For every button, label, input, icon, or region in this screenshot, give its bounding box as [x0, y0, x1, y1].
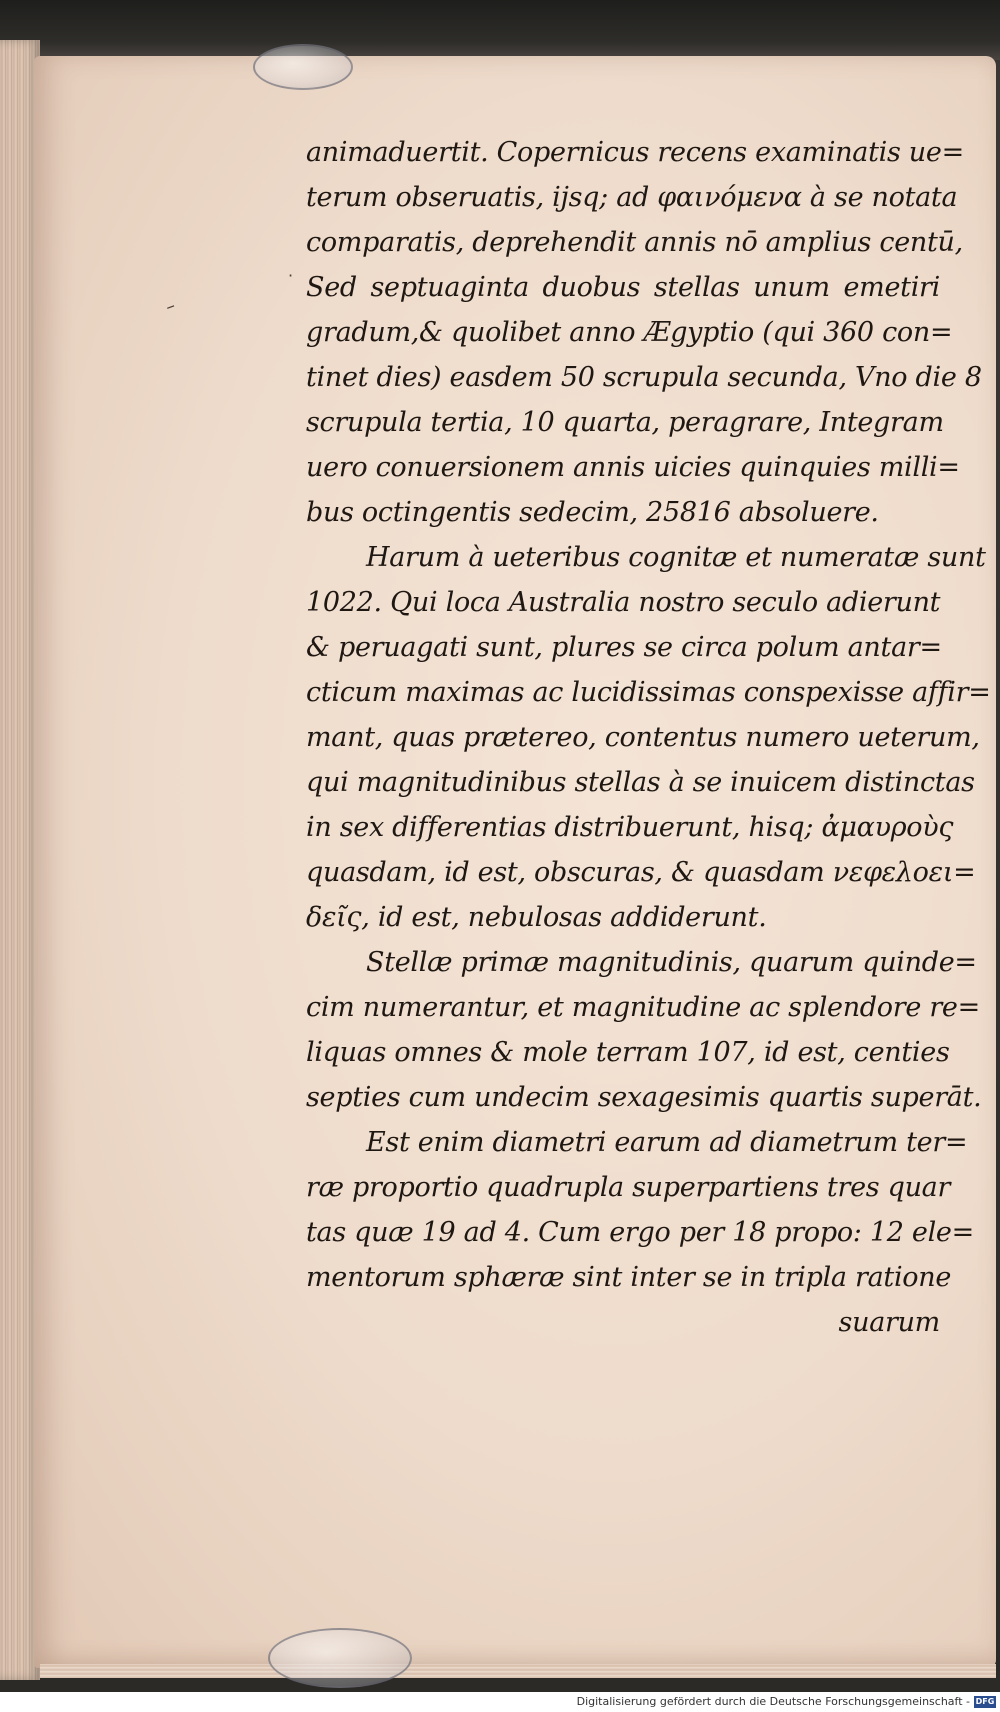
- text-line: septies cum undecim sexagesimis quartis superāt.: [306, 1082, 982, 1113]
- page-bottom-edge: [40, 1664, 996, 1678]
- text-line: qui magnitudinibus stellas à se inuicem distinctas: [306, 767, 975, 798]
- margin-mark-icon: –: [162, 295, 179, 318]
- text-line: 1022. Qui loca Australia nostro seculo adierunt: [306, 587, 941, 618]
- digitization-footer: [0, 1692, 1000, 1712]
- paragraph-start-line: Harum à ueteribus cognitæ et numeratæ sunt: [366, 542, 986, 573]
- text-line: tas quæ 19 ad 4. Cum ergo per 18 propo: 12 ele=: [306, 1217, 974, 1248]
- text-line: ræ proportio quadrupla superpartiens tres quar: [306, 1172, 951, 1203]
- glass-weight-top: [253, 44, 353, 90]
- text-line: bus octingentis sedecim, 25816 absoluere.: [306, 497, 879, 528]
- paragraph-start-line: Est enim diametri earum ad diametrum ter=: [366, 1127, 968, 1158]
- margin-dot-icon: ·: [288, 266, 294, 285]
- text-line: terum obseruatis, ijsq; ad φαινόμενα à se notata: [306, 182, 958, 213]
- text-line: cticum maximas ac lucidissimas conspexisse affir=: [306, 677, 991, 708]
- text-line: in sex differentias distribuerunt, hisq; ἀμαυροὺς: [306, 812, 954, 843]
- footer-credit: Digitalisierung gefördert durch die Deutsche Forschungsgemeinschaft -: [576, 1695, 970, 1708]
- text-line: cim numerantur, et magnitudine ac splendore re=: [306, 992, 980, 1023]
- catchword: suarum: [838, 1307, 940, 1338]
- text-line: Sed septuaginta duobus stellas unum emetiri: [306, 272, 940, 303]
- text-line: quasdam, id est, obscuras, & quasdam νεφελοει=: [306, 857, 976, 888]
- text-line: animaduertit. Copernicus recens examinatis ue=: [306, 137, 964, 168]
- page-text: [306, 130, 991, 1345]
- text-line: mant, quas prætereo, contentus numero ueterum,: [306, 722, 980, 753]
- text-line: comparatis, deprehendit annis nō amplius centū,: [306, 227, 963, 258]
- book-binding: [0, 0, 1000, 60]
- text-line: uero conuersionem annis uicies quinquies milli=: [306, 452, 960, 483]
- text-line: & peruagati sunt, plures se circa polum antar=: [306, 632, 942, 663]
- text-line: liquas omnes & mole terram 107, id est, centies: [306, 1037, 950, 1068]
- text-line: δεῖς, id est, nebulosas addiderunt.: [306, 902, 767, 933]
- text-line: gradum,& quolibet anno Ægyptio (qui 360 con=: [306, 317, 953, 348]
- text-line: scrupula tertia, 10 quarta, peragrare, Integram: [306, 407, 944, 438]
- text-line: mentorum sphæræ sint inter se in tripla ratione: [306, 1262, 952, 1293]
- paragraph-start-line: Stellæ primæ magnitudinis, quarum quinde=: [366, 947, 977, 978]
- dfg-logo-icon: DFG: [975, 1697, 995, 1706]
- text-line: tinet dies) easdem 50 scrupula secunda, Vno die 8: [306, 362, 982, 393]
- glass-weight-bottom: [268, 1628, 412, 1688]
